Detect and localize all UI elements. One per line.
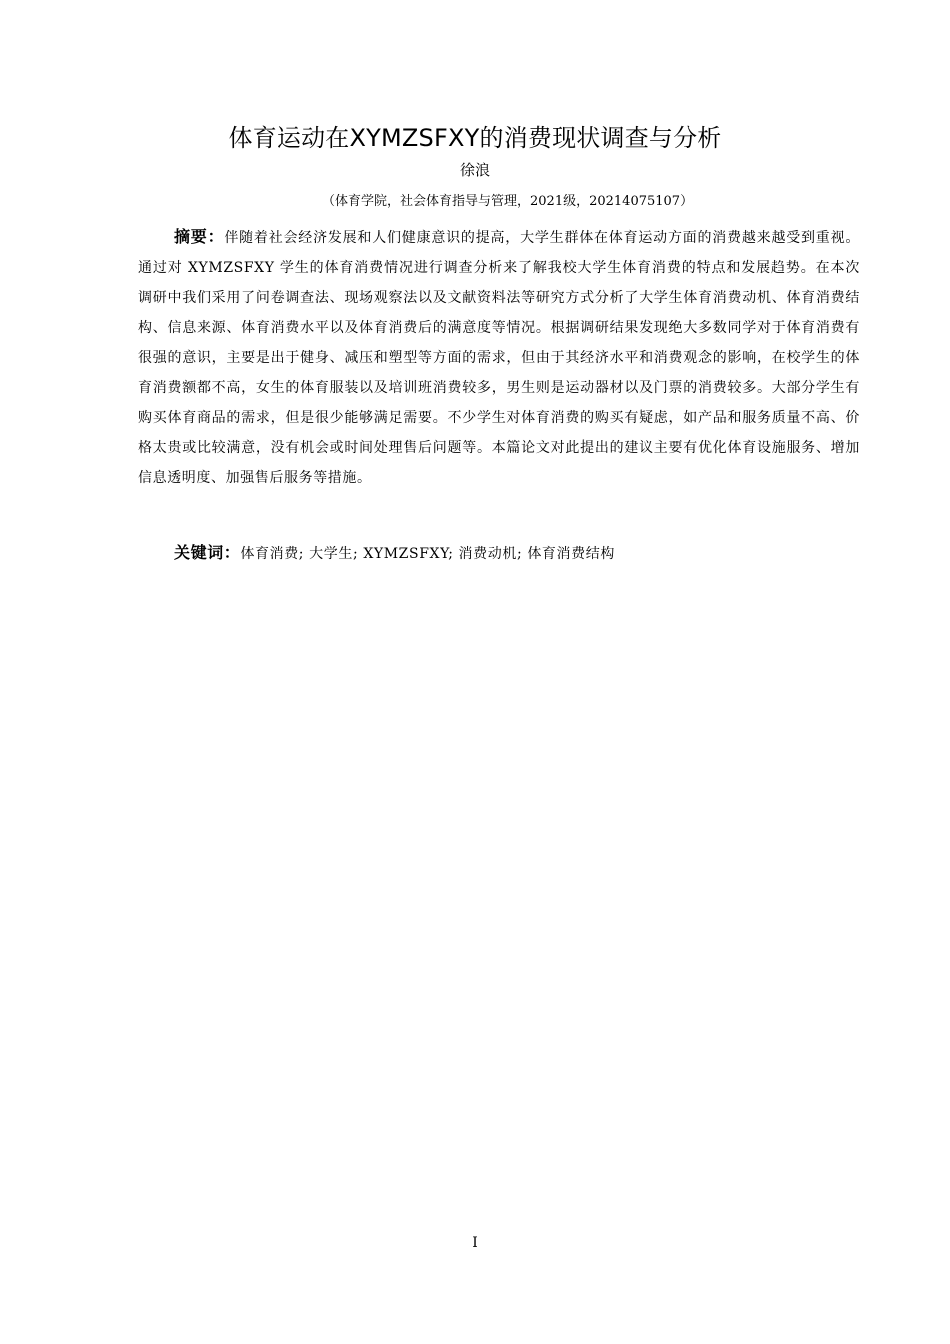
keywords-text: 体育消费; 大学生; XYMZSFXY; 消费动机; 体育消费结构 — [240, 546, 615, 562]
page-number: I — [472, 1235, 478, 1251]
author-name: 徐浪 — [459, 161, 490, 179]
keywords-line — [174, 538, 615, 569]
keywords-label: 关键词： — [174, 543, 241, 562]
author-affiliation: （体育学院，社会体育指导与管理，2021级，20214075107） — [322, 194, 694, 209]
paper-title: 体育运动在XYMZSFXY的消费现状调查与分析 — [228, 124, 722, 152]
abstract-label: 摘要： — [174, 227, 225, 246]
abstract-paragraph — [138, 222, 860, 493]
abstract-text: 伴随着社会经济发展和人们健康意识的提高，大学生群体在体育运动方面的消费越来越受到重视。通过对 XYMZSFXY 学生的体育消费情况进行调查分析来了解我校大学生体育消费的特点和发展趋势。在本次调研中我们采用了问卷调查法、现场观察法以及文献资料法等研究方式分析了大学生体育消费动机、体育消费结构、信息来源、体育消费水平以及体育消费后的满意度等情况。根据调研结果发现绝大多数同学对于体育消费有很强的意识，主要是出于健身、减压和塑型等方面的需求，但由于其经济水平和消费观念的影响，在校学生的体育消费额都不高，女生的体育服装以及培训班消费较多，男生则是运动器材以及门票的消费较多。大部分学生有购买体育商品的需求，但是很少能够满足需要。不少学生对体育消费的购买有疑虑，如产品和服务质量不高、价格太贵或比较满意，没有机会或时间处理售后问题等。本篇论文对此提出的建议主要有优化体育设施服务、增加信息透明度、加强售后服务等措施。 — [138, 230, 860, 486]
